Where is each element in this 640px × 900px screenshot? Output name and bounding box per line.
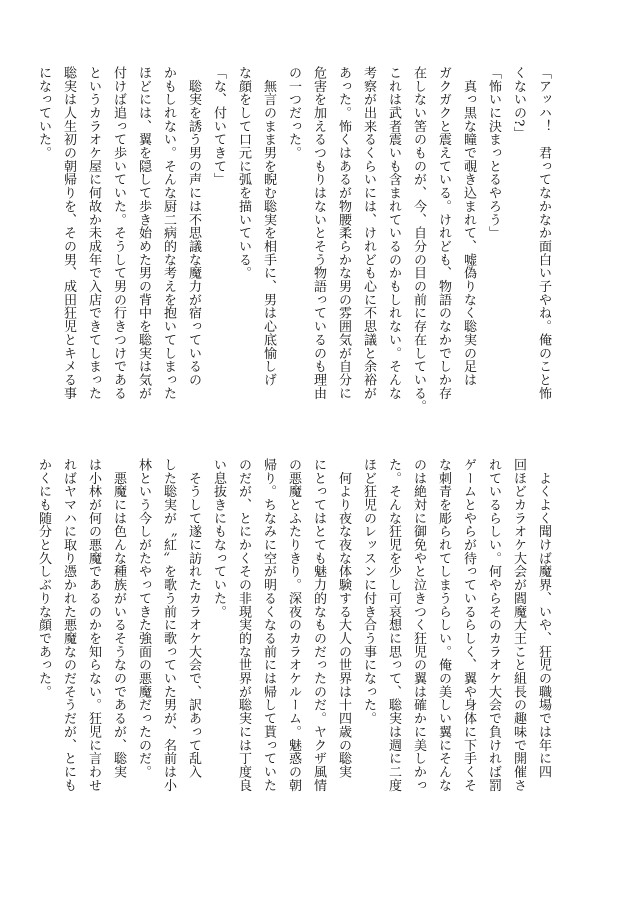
upper-text-line: 真っ黒な瞳で覗き込まれて、嘘偽りなく聡実の足は: [461, 66, 476, 387]
lower-text-line: よくよく聞けば魔界、いや、狂児の職場では年に四: [536, 458, 551, 779]
lower-text-line: にとってはとても魅力的なものだったのだ。ヤクザ風情: [311, 458, 326, 792]
lower-text-line: の悪魔とふたりきり。深夜のカラオケルーム。魅惑の朝: [286, 458, 301, 792]
upper-text-line: くないの?」: [511, 66, 526, 141]
upper-text-line: というカラオケ屋に何故か未成年で入店できてしまった: [86, 66, 101, 400]
lower-text-line: は小林が何の悪魔であるのかを知らない。狂児に言わせ: [86, 458, 101, 792]
upper-text-line: ほどには、翼を隠して歩き始めた男の背中を聡実は気が: [136, 66, 151, 400]
upper-text-line: 「アッハ！ 君ってなかなか面白い子やね。俺のこと怖: [536, 66, 551, 400]
lower-text-line: かくにも随分と久しぶりな顔であった。: [36, 458, 51, 699]
upper-text-line: ガクガクと震えている。けれども、物語のなかでしか存: [436, 66, 451, 400]
lower-text-line: ればヤマハに取り憑かれた悪魔なのだそうだが、とにも: [61, 458, 76, 792]
lower-text-line: 帰り。ちなみに空が明るくなる前には帰して貰っていた: [261, 458, 276, 792]
upper-text-line: これは武者震いも含まれているのかもしれない。そんな: [386, 66, 401, 400]
lower-text-line: れているらしい。何やらそのカラオケ大会で負ければ罰: [486, 458, 501, 792]
upper-text-line: 危害を加えるつもりはないとそう物語っているのも理由: [311, 66, 326, 400]
lower-text-line: のだが、とにかくその非現実的な世界が聡実には丁度良: [236, 458, 251, 792]
upper-text-line: 聡実は人生初の朝帰りを、その男、成田狂児とキメる事: [61, 66, 76, 400]
lower-text-line: な刺青を彫られてしまうらしい。俺の美しい翼にそんな: [436, 458, 451, 792]
lower-text-line: ゲームとやらが待っているらしく、翼や身体に下手くそ: [461, 458, 476, 792]
upper-text-line: 付けば追って歩いていた。そうして男の行きつけである: [111, 66, 126, 400]
upper-text-line: な顔をして口元に弧を描いている。: [236, 66, 251, 280]
upper-text-block: [36, 66, 556, 438]
upper-text-line: 聡実を誘う男の声には不思議な魔力が宿っているの: [186, 66, 201, 387]
lower-text-line: のは絶対に御免やと泣きつく狂児の翼は確かに美しかっ: [411, 458, 426, 792]
lower-text-line: そうして遂に訪れたカラオケ大会で、訳あって乱入: [186, 458, 201, 779]
lower-text-line: い息抜きにもなっていた。: [211, 458, 226, 619]
lower-text-line: 回ほどカラオケ大会が閻魔大王こと組長の趣味で開催さ: [511, 458, 526, 792]
lower-text-line: た。そんな狂児を少し可哀想に思って、聡実は週に二度: [386, 458, 401, 792]
lower-text-line: 林という今しがたやってきた強面の悪魔だったのだ。: [136, 458, 151, 779]
upper-text-line: かもしれない。そんな厨二病的な考えを抱いてしまった: [161, 66, 176, 400]
upper-text-line: 「怖いに決まっとるやろう」: [486, 66, 501, 240]
upper-text-line: 「な、付いてきて」: [211, 66, 226, 187]
lower-text-line: ほど狂児のレッスンに付き合う事になった。: [361, 458, 376, 725]
upper-text-line: 無言のまま男を睨む聡実を相手に、男は心底愉しげ: [261, 66, 276, 387]
upper-text-line: になっていた。: [36, 66, 51, 160]
upper-text-line: の一つだった。: [286, 66, 301, 160]
lower-text-line: 悪魔には色んな種族がいるそうなのであるが、聡実: [111, 458, 126, 779]
upper-text-line: あった。怖くはあるが物腰柔らかな男の雰囲気が自分に: [336, 66, 351, 400]
lower-text-block: [36, 458, 556, 836]
lower-text-line: した聡実が〝紅〟を歌う前に歌っていた男が、名前は小: [161, 458, 176, 792]
lower-text-line: 何より夜な夜な体験する大人の世界は十四歳の聡実: [336, 458, 351, 779]
upper-text-line: 考察が出来るくらいには、けれども心に不思議と余裕が: [361, 66, 376, 400]
upper-text-line: 在しない筈のものが、今、自分の目の前に存在している。: [411, 66, 426, 414]
